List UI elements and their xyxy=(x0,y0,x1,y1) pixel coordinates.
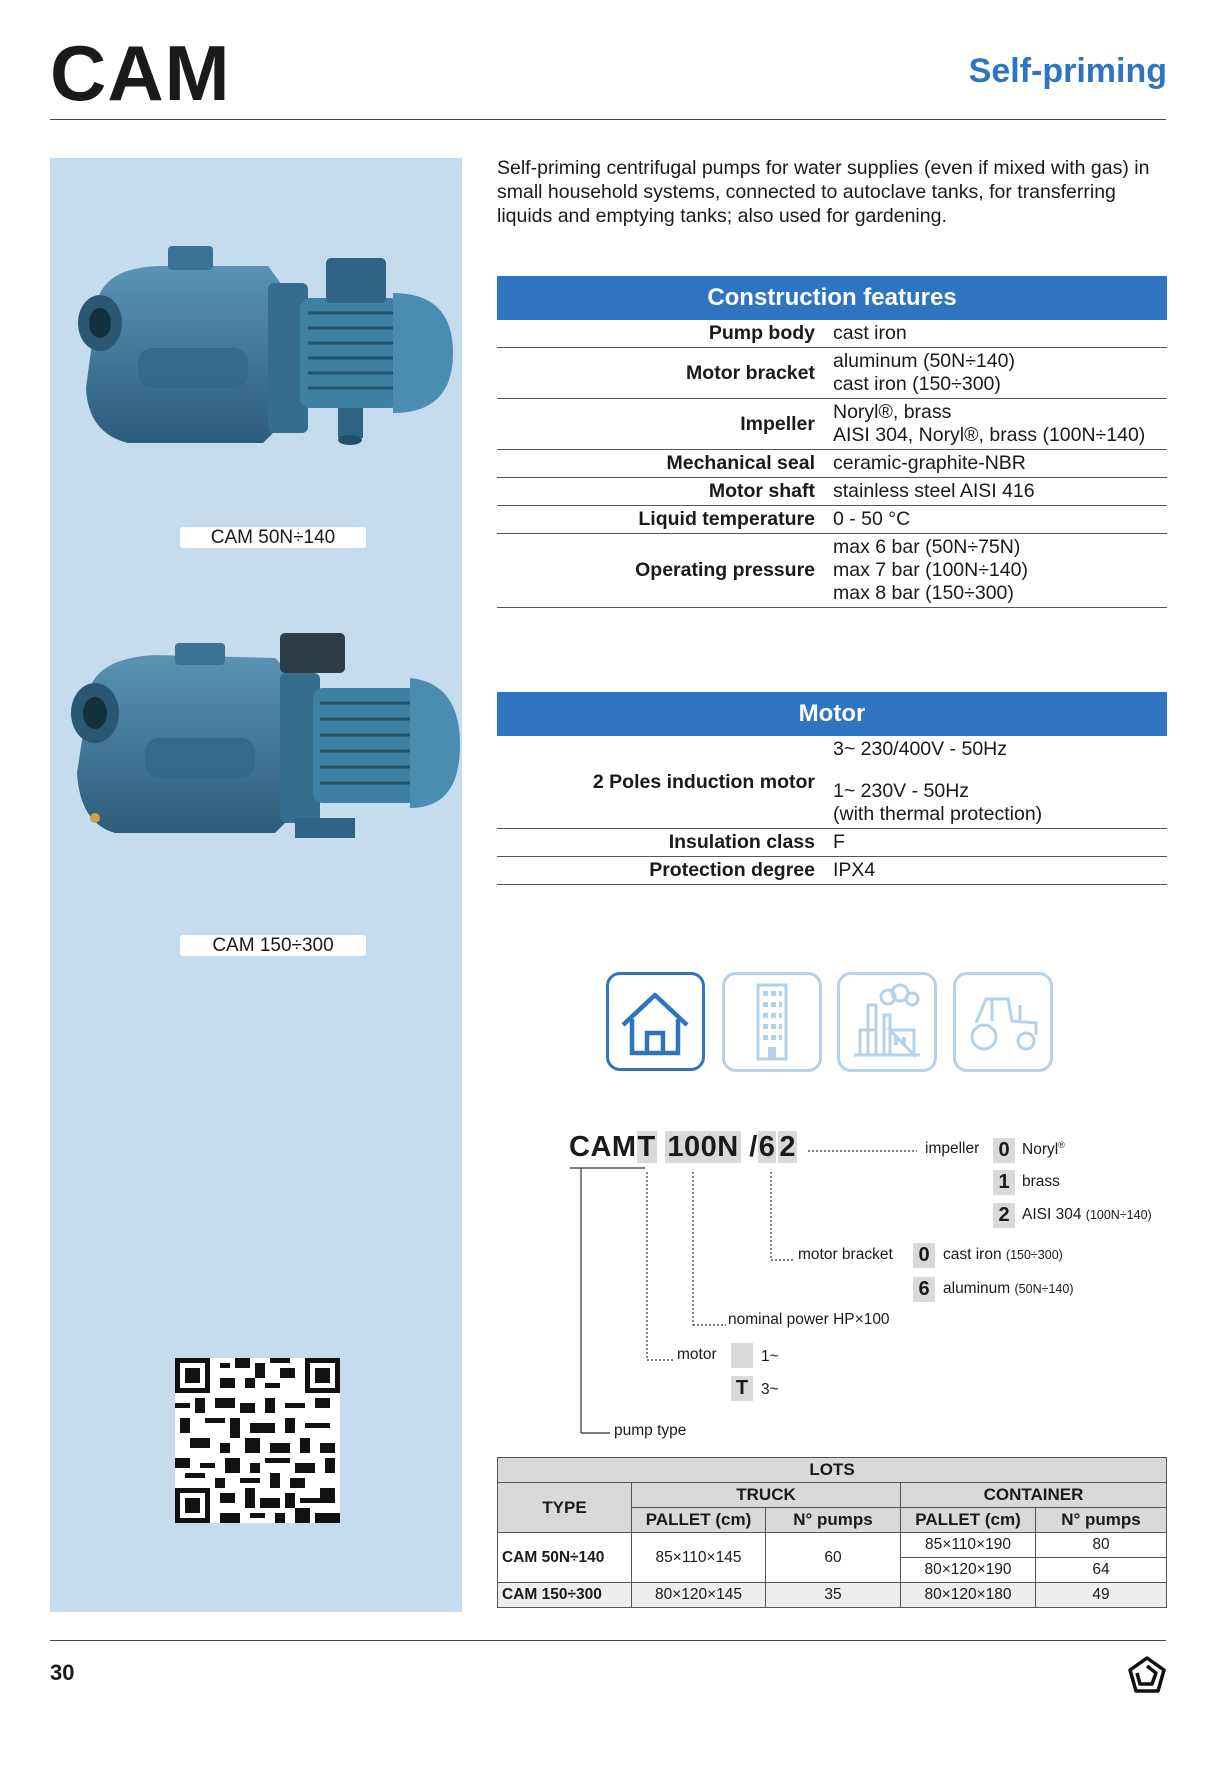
construction-value-line: cast iron xyxy=(833,322,907,344)
construction-row xyxy=(497,450,1167,478)
bracket-option-code: 6 xyxy=(913,1277,935,1302)
construction-row xyxy=(497,320,1167,348)
construction-value-line: AISI 304, Noryl®, brass (100N÷140) xyxy=(833,424,1146,446)
truck-pallet-header: PALLET (cm) xyxy=(632,1508,766,1533)
construction-value-line: cast iron (150÷300) xyxy=(833,373,1001,395)
construction-row xyxy=(497,534,1167,608)
application-icon-building xyxy=(722,972,822,1072)
pump-type-label: pump type xyxy=(614,1422,687,1439)
container-pumps-cell: 49 xyxy=(1036,1583,1167,1608)
tractor-icon xyxy=(956,975,1050,1069)
impeller-option-text: brass xyxy=(1022,1173,1060,1190)
application-icon-household xyxy=(606,972,705,1071)
type-header: TYPE xyxy=(498,1483,632,1533)
construction-label: Impeller xyxy=(497,399,827,450)
code-impeller: 2 xyxy=(779,1131,797,1163)
table-row xyxy=(498,1583,1167,1608)
construction-features-table xyxy=(497,320,1167,608)
motor-value-line xyxy=(833,761,1161,780)
construction-value-line: aluminum (50N÷140) xyxy=(833,350,1015,372)
container-pallet-header: PALLET (cm) xyxy=(901,1508,1036,1533)
lots-table xyxy=(497,1457,1167,1608)
construction-value-line: ceramic-graphite-NBR xyxy=(833,452,1026,474)
footer-divider xyxy=(50,1640,1166,1641)
motor-row xyxy=(497,829,1167,857)
code-prefix: CAM xyxy=(569,1131,637,1163)
motor-value xyxy=(827,829,1167,857)
motor-option-text: 3~ xyxy=(761,1381,779,1398)
motor-value-line: 3~ 230/400V - 50Hz xyxy=(833,738,1007,760)
motor-label: motor xyxy=(677,1346,717,1363)
type-cell: CAM 50N÷140 xyxy=(498,1533,632,1583)
product-image-panel xyxy=(50,158,462,1612)
building-icon xyxy=(725,975,819,1069)
house-icon xyxy=(609,975,702,1068)
motor-value-line: (with thermal protection) xyxy=(833,803,1043,825)
motor-value-line: IPX4 xyxy=(833,859,876,881)
construction-value-line: Noryl®, brass xyxy=(833,401,952,423)
construction-label: Pump body xyxy=(497,320,827,348)
motor-option-code xyxy=(731,1343,753,1368)
motor-option-text: 1~ xyxy=(761,1348,779,1365)
impeller-option-text: Noryl xyxy=(1022,1141,1059,1159)
page-subtitle: Self-priming xyxy=(968,52,1167,90)
truck-pallet-cell: 80×120×145 xyxy=(632,1583,766,1608)
construction-value-line: max 8 bar (150÷300) xyxy=(833,582,1014,604)
construction-row xyxy=(497,399,1167,450)
motor-label: Insulation class xyxy=(497,829,827,857)
container-pumps-cell: 64 xyxy=(1036,1558,1167,1583)
motor-value xyxy=(827,736,1167,829)
impeller-label: impeller xyxy=(925,1140,980,1157)
page-number: 30 xyxy=(50,1660,75,1685)
impeller-option-note: (100N÷140) xyxy=(1085,1208,1152,1222)
construction-row xyxy=(497,506,1167,534)
construction-value xyxy=(827,506,1167,534)
bracket-option-note: (50N÷140) xyxy=(1014,1282,1074,1296)
motor-header: Motor xyxy=(497,692,1167,736)
header-divider xyxy=(50,119,1166,120)
motor-label: 2 Poles induction motor xyxy=(497,736,827,829)
motor-value-line: F xyxy=(833,831,845,853)
construction-value xyxy=(827,348,1167,399)
construction-label: Operating pressure xyxy=(497,534,827,608)
construction-label: Liquid temperature xyxy=(497,506,827,534)
page-title: CAM xyxy=(50,29,231,117)
motor-row xyxy=(497,736,1167,829)
pump-label-1: CAM 50N÷140 xyxy=(180,527,366,548)
motor-bracket-label: motor bracket xyxy=(798,1246,893,1263)
motor-label: Protection degree xyxy=(497,857,827,885)
motor-value xyxy=(827,857,1167,885)
construction-value xyxy=(827,399,1167,450)
container-header: CONTAINER xyxy=(901,1483,1167,1508)
truck-pallet-cell: 85×110×145 xyxy=(632,1533,766,1583)
motor-value-line: 1~ 230V - 50Hz xyxy=(833,780,970,802)
intro-text: Self-priming centrifugal pumps for water supplies (even if mixed with gas) in small household systems, connected to autoclave tanks, for transferring liquids and emptying tanks; also used for gardening. xyxy=(497,157,1150,227)
code-power: 100N xyxy=(667,1131,739,1163)
construction-value xyxy=(827,478,1167,506)
construction-value-line: stainless steel AISI 416 xyxy=(833,480,1035,502)
construction-row xyxy=(497,348,1167,399)
motor-option-code: T xyxy=(731,1376,753,1401)
impeller-option-code: 1 xyxy=(993,1170,1015,1195)
truck-pumps-header: N° pumps xyxy=(766,1508,901,1533)
qr-code[interactable] xyxy=(175,1358,340,1523)
motor-row xyxy=(497,857,1167,885)
construction-value-line: max 6 bar (50N÷75N) xyxy=(833,536,1021,558)
impeller-option-code: 2 xyxy=(993,1203,1015,1228)
code-motor: T xyxy=(637,1131,656,1163)
truck-pumps-cell: 35 xyxy=(766,1583,901,1608)
bracket-option-text: cast iron xyxy=(943,1246,1002,1263)
bracket-option-code: 0 xyxy=(913,1243,935,1268)
construction-label: Motor shaft xyxy=(497,478,827,506)
brand-logo-icon xyxy=(1126,1655,1168,1697)
pump-50n-140-image xyxy=(68,238,453,468)
impeller-option-code: 0 xyxy=(993,1138,1015,1163)
construction-value xyxy=(827,534,1167,608)
truck-pumps-cell: 60 xyxy=(766,1533,901,1583)
code-bracket: 6 xyxy=(758,1131,776,1163)
construction-value xyxy=(827,320,1167,348)
motor-table xyxy=(497,736,1167,885)
application-icon-agriculture xyxy=(953,972,1053,1072)
container-pallet-cell: 80×120×180 xyxy=(901,1583,1036,1608)
container-pumps-cell: 80 xyxy=(1036,1533,1167,1558)
type-cell: CAM 150÷300 xyxy=(498,1583,632,1608)
construction-label: Motor bracket xyxy=(497,348,827,399)
pump-150-300-image xyxy=(65,633,460,848)
application-icon-industry xyxy=(837,972,937,1072)
container-pumps-header: N° pumps xyxy=(1036,1508,1167,1533)
factory-icon xyxy=(840,975,934,1069)
construction-value-line: max 7 bar (100N÷140) xyxy=(833,559,1028,581)
construction-label: Mechanical seal xyxy=(497,450,827,478)
construction-value xyxy=(827,450,1167,478)
pump-label-2: CAM 150÷300 xyxy=(180,935,366,956)
bracket-option-text: aluminum xyxy=(943,1280,1011,1297)
bracket-option-note: (150÷300) xyxy=(1005,1248,1063,1262)
code-slash: / xyxy=(749,1131,758,1163)
nominal-power-label: nominal power HP×100 xyxy=(728,1311,890,1328)
impeller-option-text: AISI 304 xyxy=(1022,1206,1082,1223)
container-pallet-cell: 85×110×190 xyxy=(901,1533,1036,1558)
registered-mark: ® xyxy=(1058,1140,1065,1150)
truck-header: TRUCK xyxy=(632,1483,901,1508)
container-pallet-cell: 80×120×190 xyxy=(901,1558,1036,1583)
lots-title: LOTS xyxy=(498,1458,1167,1483)
construction-value-line: 0 - 50 °C xyxy=(833,508,911,530)
table-row xyxy=(498,1533,1167,1558)
construction-row xyxy=(497,478,1167,506)
construction-features-header: Construction features xyxy=(497,276,1167,320)
